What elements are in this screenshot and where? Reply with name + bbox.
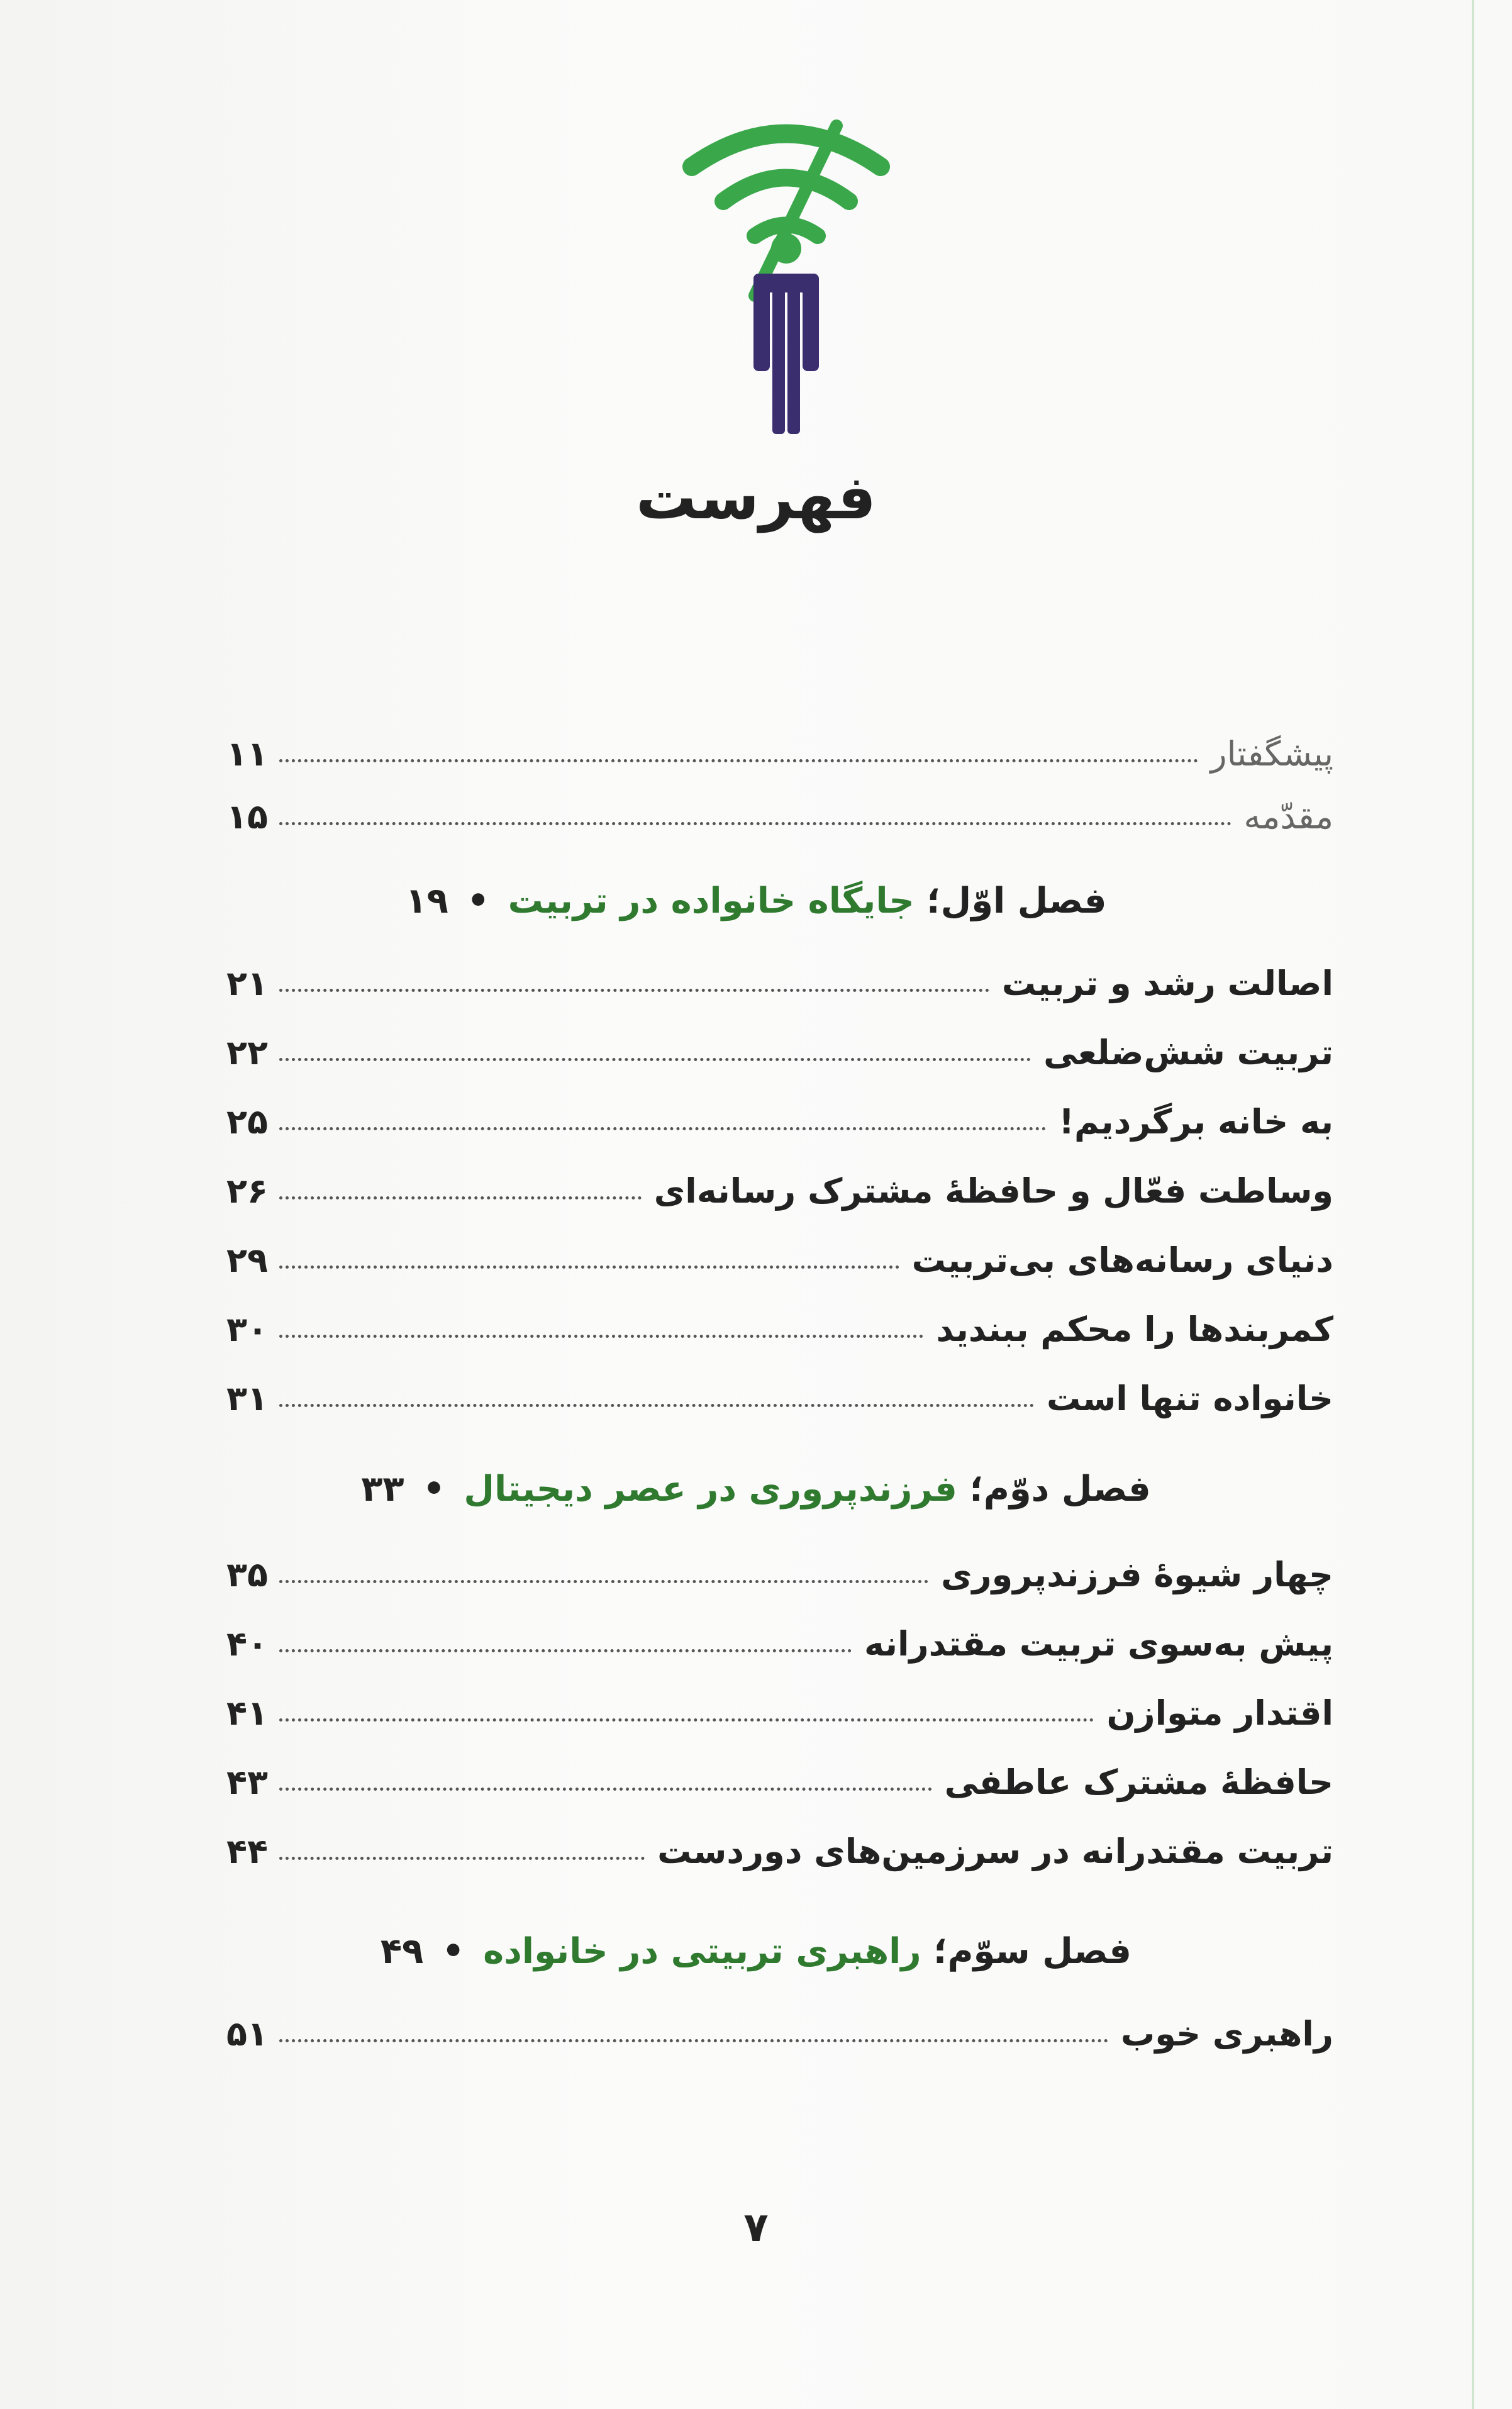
toc-entry-page: ۴۰ xyxy=(226,1623,268,1664)
toc-entry[interactable] xyxy=(226,1160,1333,1211)
toc-entry-label: تربیت مقتدرانه در سرزمین‌های دوردست xyxy=(657,1831,1333,1871)
leader-dots xyxy=(279,1058,1031,1061)
leader-dots xyxy=(279,1266,899,1269)
chapter-title: فرزندپروری در عصر دیجیتال xyxy=(464,1469,957,1510)
chapter-heading-3[interactable] xyxy=(0,1931,1512,1972)
toc-entry-page: ۱۱ xyxy=(226,733,268,774)
leader-dots xyxy=(279,1196,642,1199)
chapter-page: ۳۳ xyxy=(361,1469,404,1510)
toc-entry-label: راهبری خوب xyxy=(1120,2013,1333,2054)
toc-entry-label: وساطت فعّال و حافظهٔ مشترک رسانه‌ای xyxy=(653,1171,1333,1211)
toc-entry[interactable] xyxy=(226,1022,1333,1072)
person-under-wifi-icon xyxy=(679,113,893,440)
page-title: فهرست xyxy=(636,462,876,533)
toc-entry[interactable] xyxy=(226,1230,1333,1280)
toc-entry-label: به خانه برگردیم! xyxy=(1059,1101,1333,1142)
toc-entry-page: ۴۳ xyxy=(226,1762,268,1802)
toc-entry-label: کمربندها را محکم ببندید xyxy=(936,1309,1333,1349)
toc-entry-page: ۲۵ xyxy=(226,1101,268,1142)
toc-entry[interactable] xyxy=(226,1544,1333,1594)
toc-entry-introduction[interactable] xyxy=(226,786,1333,837)
leader-dots xyxy=(279,1335,923,1338)
leader-dots xyxy=(279,759,1198,762)
toc-entry-page: ۲۶ xyxy=(226,1171,268,1211)
toc-entry-label: تربیت شش‌ضلعی xyxy=(1043,1032,1333,1072)
toc-entry[interactable] xyxy=(226,953,1333,1003)
chapter-separator: • xyxy=(423,1469,445,1510)
toc-entry-label: پیشگفتار xyxy=(1210,733,1333,774)
chapter-title: جایگاه خانواده در تربیت xyxy=(508,881,914,921)
toc-entry-label: اصالت رشد و تربیت xyxy=(1001,963,1333,1003)
chapter-heading-1[interactable] xyxy=(0,881,1512,921)
chapter-separator: • xyxy=(442,1931,465,1972)
toc-entry[interactable] xyxy=(226,1613,1333,1664)
chapter-page: ۱۹ xyxy=(405,881,448,921)
chapter-label: فصل سوّم؛ xyxy=(933,1931,1132,1972)
toc-entry[interactable] xyxy=(226,1299,1333,1349)
leader-dots xyxy=(279,1788,932,1791)
toc-entry-page: ۳۰ xyxy=(226,1309,268,1349)
chapter-label: فصل اوّل؛ xyxy=(926,881,1107,921)
toc-entry-page: ۳۵ xyxy=(226,1554,268,1594)
leader-dots xyxy=(279,1580,928,1583)
page-edge xyxy=(1472,0,1474,2409)
toc-entry-label: پیش به‌سوی تربیت مقتدرانه xyxy=(864,1623,1333,1664)
toc-entry[interactable] xyxy=(226,1821,1333,1871)
page-number: ۷ xyxy=(743,2205,769,2251)
toc-entry-page: ۱۵ xyxy=(226,796,268,837)
toc-entry-page: ۲۲ xyxy=(226,1032,268,1072)
toc-entry-label: چهار شیوهٔ فرزندپروری xyxy=(941,1554,1333,1594)
toc-entry-page: ۵۱ xyxy=(226,2013,268,2054)
chapter-title: راهبری تربیتی در خانواده xyxy=(483,1931,921,1972)
toc-entry-page: ۳۱ xyxy=(226,1378,268,1418)
toc-entry-label: مقدّمه xyxy=(1243,796,1333,837)
leader-dots xyxy=(279,1649,852,1652)
toc-entry[interactable] xyxy=(226,1752,1333,1802)
toc-entry[interactable] xyxy=(226,1091,1333,1142)
chapter-label: فصل دوّم؛ xyxy=(969,1469,1151,1510)
chapter-page: ۴۹ xyxy=(380,1931,424,1972)
leader-dots xyxy=(279,1718,1094,1722)
leader-dots xyxy=(279,1127,1046,1130)
leader-dots xyxy=(279,822,1231,825)
toc-entry[interactable] xyxy=(226,1368,1333,1418)
toc-entry-page: ۲۹ xyxy=(226,1240,268,1280)
leader-dots xyxy=(279,1404,1034,1407)
toc-entry-label: حافظهٔ مشترک عاطفی xyxy=(944,1762,1333,1802)
chapter-separator: • xyxy=(467,881,490,921)
leader-dots xyxy=(279,2039,1108,2042)
toc-entry-label: دنیای رسانه‌های بی‌تربیت xyxy=(911,1240,1333,1280)
toc-entry-page: ۲۱ xyxy=(226,963,268,1003)
toc-entry-label: اقتدار متوازن xyxy=(1106,1693,1333,1733)
toc-entry[interactable] xyxy=(226,2003,1333,2054)
toc-entry[interactable] xyxy=(226,1683,1333,1733)
leader-dots xyxy=(279,1857,645,1860)
toc-entry-label: خانواده تنها است xyxy=(1046,1378,1333,1418)
toc-entry-page: ۴۴ xyxy=(226,1831,268,1871)
leader-dots xyxy=(279,989,989,992)
toc-entry-preface[interactable] xyxy=(226,723,1333,774)
toc-entry-page: ۴۱ xyxy=(226,1693,268,1733)
chapter-heading-2[interactable] xyxy=(0,1469,1512,1510)
